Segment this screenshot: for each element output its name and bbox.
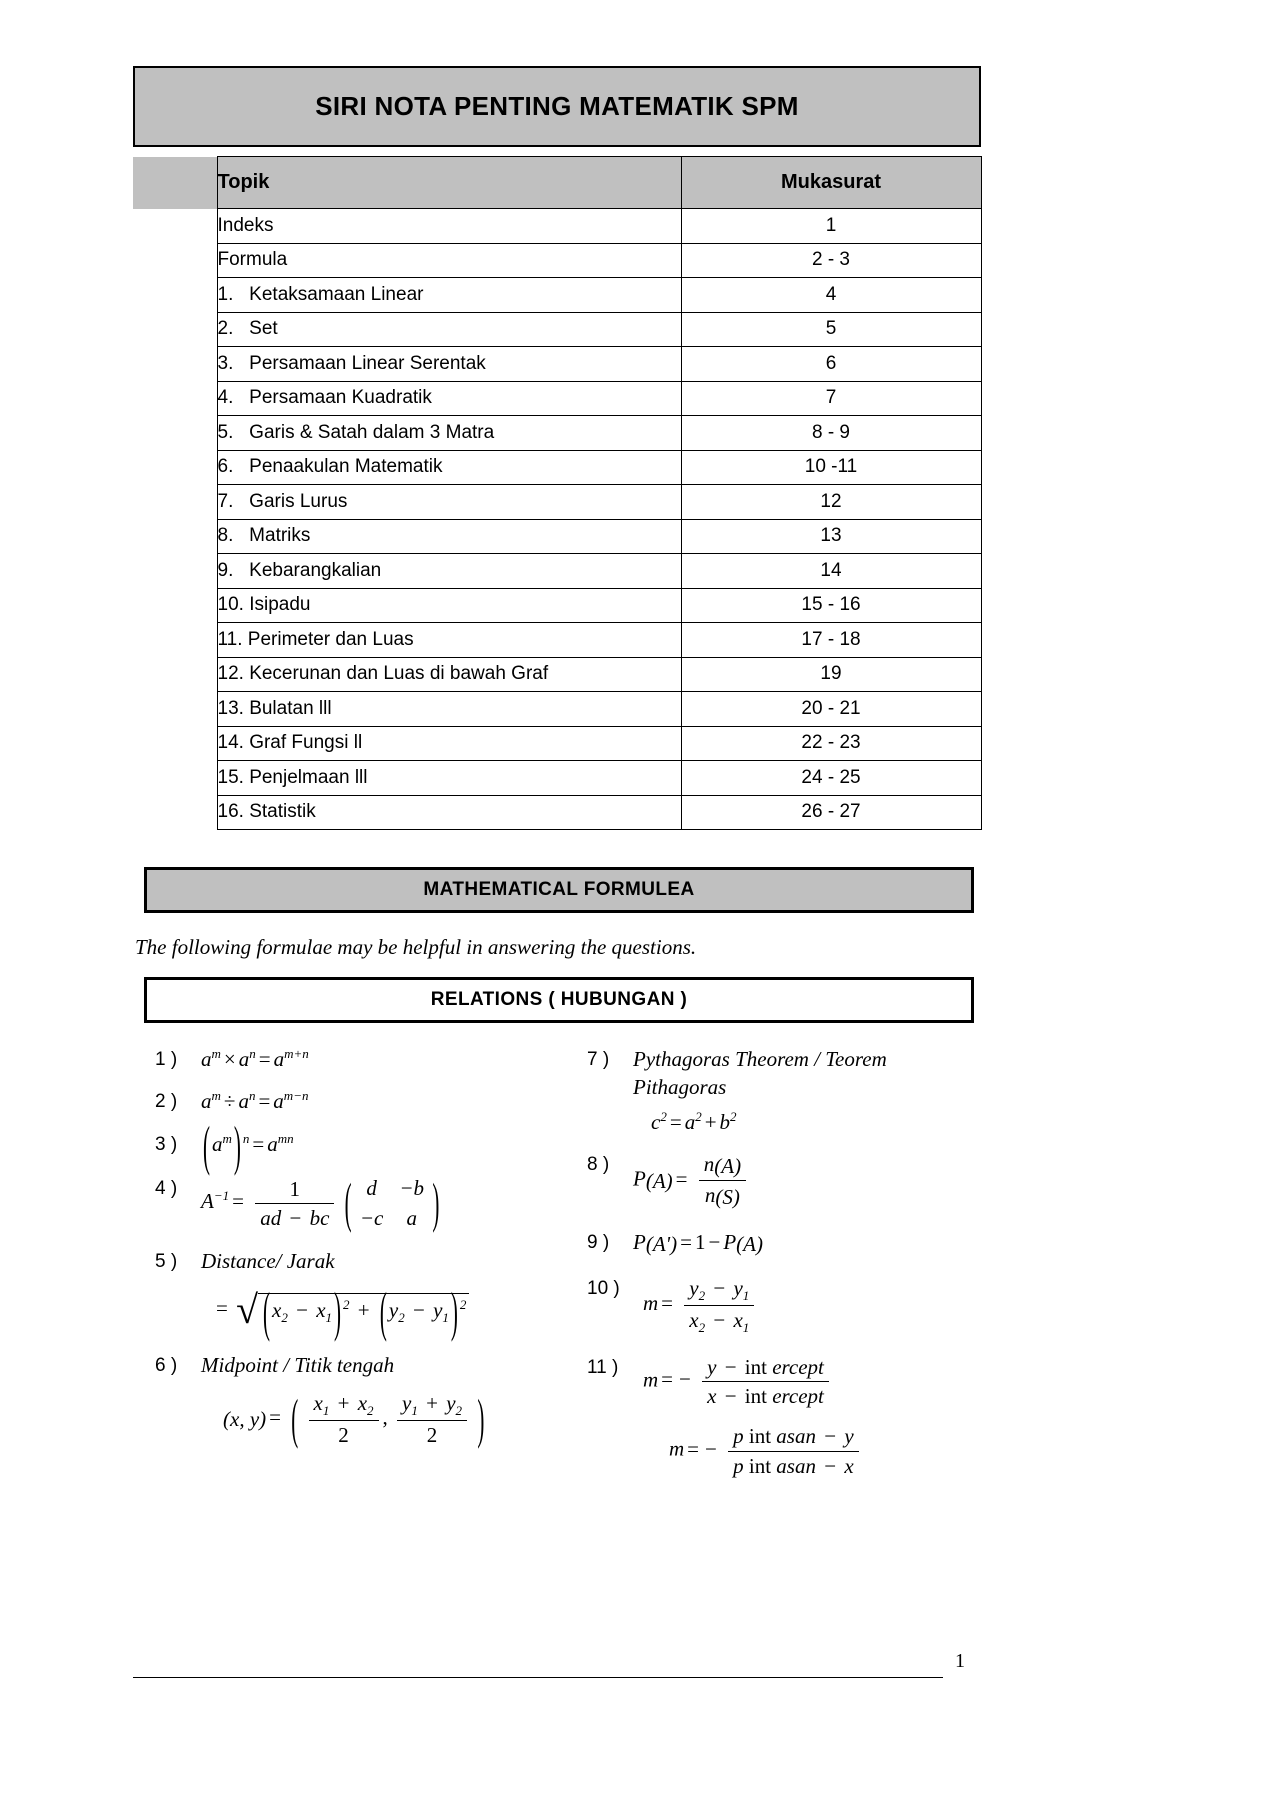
toc-row-spacer <box>133 623 217 658</box>
toc-row-spacer <box>133 795 217 830</box>
formula-item-3 <box>155 1114 557 1177</box>
toc-row-spacer <box>133 209 217 244</box>
table-row <box>133 795 981 830</box>
formula-item-9 <box>587 1228 981 1258</box>
toc-cell-topic: 14. Graf Fungsi ll <box>217 726 681 761</box>
formula-label-midpoint: Midpoint / Titik tengah <box>201 1352 395 1377</box>
toc-cell-page: 1 <box>681 209 981 244</box>
formula-item-6 <box>155 1351 557 1449</box>
toc-cell-topic: 3. Persamaan Linear Serentak <box>217 347 681 382</box>
formula-item-8 <box>587 1150 981 1212</box>
toc-cell-topic: 8. Matriks <box>217 519 681 554</box>
toc-spacer-header <box>133 157 217 209</box>
toc-cell-page: 15 - 16 <box>681 588 981 623</box>
toc-header-row <box>133 157 981 209</box>
formula-item-1 <box>155 1045 557 1073</box>
formula-item-4 <box>155 1171 557 1235</box>
toc-row-spacer <box>133 588 217 623</box>
relations-banner <box>144 977 974 1023</box>
formula-body-5: Distance/ Jarak = √ $(x_2 - x_1) ^2 + (y_2 - y_1)$ $^2$ <box>201 1247 469 1337</box>
table-row <box>133 692 981 727</box>
toc-cell-topic: 4. Persamaan Kuadratik <box>217 381 681 416</box>
formula-item-10 <box>587 1274 981 1337</box>
page-title: SIRI NOTA PENTING MATEMATIK SPM <box>315 91 799 121</box>
toc-cell-topic: Indeks <box>217 209 681 244</box>
formula-label-distance: Distance/ Jarak <box>201 1248 335 1273</box>
toc-header-topic-label: Topik <box>217 171 270 193</box>
toc-row-spacer <box>133 243 217 278</box>
formula-number-1: 1 ) <box>155 1049 178 1070</box>
formulea-intro-note: The following formulae may be helpful in answering the questions. <box>135 935 697 959</box>
toc-row-spacer <box>133 450 217 485</box>
toc-header-page-label: Mukasurat <box>780 171 882 193</box>
formula-number-8: 8 ) <box>587 1154 610 1176</box>
table-row <box>133 519 981 554</box>
formula-body-2: $a^m \div a^n = a^{m-n}$ <box>201 1088 309 1114</box>
toc-row-spacer <box>133 657 217 692</box>
table-row <box>133 623 981 658</box>
toc-row-spacer <box>133 278 217 313</box>
toc-cell-page: 19 <box>681 657 981 692</box>
table-row <box>133 588 981 623</box>
formula-column-left <box>133 1045 557 1494</box>
mathematical-formulea-banner <box>144 867 974 913</box>
table-row <box>133 312 981 347</box>
toc-cell-topic: Formula <box>217 243 681 278</box>
table-row <box>133 278 981 313</box>
footer-page-number: 1 <box>955 1650 965 1672</box>
formula-body-9: P(A') = 1 − P(A) <box>633 1229 763 1256</box>
formula-item-7 <box>587 1045 981 1136</box>
toc-cell-topic: 12. Kecerunan dan Luas di bawah Graf <box>217 657 681 692</box>
toc-row-spacer <box>133 726 217 761</box>
toc-header-page <box>681 157 981 209</box>
table-row <box>133 209 981 244</box>
footer-divider <box>133 1677 943 1678</box>
toc-cell-page: 13 <box>681 519 981 554</box>
toc-cell-topic: 9. Kebarangkalian <box>217 554 681 589</box>
toc-cell-topic: 2. Set <box>217 312 681 347</box>
toc-header-topic <box>217 157 681 209</box>
formula-body-11: m = − $\frac{\text{y − int ercept}}{\text{x − int ercept}}$ m = − $\frac{\text{p int asan − y}}{\text{p int asan − x}}$ <box>643 1353 862 1480</box>
toc-cell-page: 8 - 9 <box>681 416 981 451</box>
table-row <box>133 554 981 589</box>
page-content <box>133 66 981 1494</box>
formula-number-7: 7 ) <box>587 1049 610 1070</box>
toc-row-spacer <box>133 347 217 382</box>
table-row <box>133 657 981 692</box>
table-row <box>133 485 981 520</box>
formula-label-pythagoras-line2: Pithagoras <box>633 1075 727 1100</box>
formula-body-3: $(a^m) ^n = a^{mn}$ <box>203 1114 294 1177</box>
toc-row-spacer <box>133 519 217 554</box>
formula-number-5: 5 ) <box>155 1250 178 1272</box>
toc-cell-topic: 13. Bulatan lll <box>217 692 681 727</box>
toc-cell-page: 14 <box>681 554 981 589</box>
formula-column-right <box>557 1045 981 1494</box>
formula-body-6: Midpoint / Titik tengah (x, y) = ( $\frac{x_1 + x_2}{2}$ , $\frac{y_1 + y_2}{2}$ ) <box>201 1352 485 1451</box>
toc-cell-topic: 10. Isipadu <box>217 588 681 623</box>
toc-row-spacer <box>133 416 217 451</box>
toc-cell-topic: 6. Penaakulan Matematik <box>217 450 681 485</box>
table-row <box>133 381 981 416</box>
toc-cell-page: 22 - 23 <box>681 726 981 761</box>
formula-body-4: $A^{-1}$ = $\frac{1}{ad - bc}$ ( d −b −c a ) <box>201 1171 440 1235</box>
toc-cell-page: 2 - 3 <box>681 243 981 278</box>
toc-cell-page: 4 <box>681 278 981 313</box>
table-of-contents <box>133 156 982 830</box>
formula-number-6: 6 ) <box>155 1354 178 1376</box>
toc-row-spacer <box>133 761 217 796</box>
toc-row-spacer <box>133 692 217 727</box>
toc-cell-page: 26 - 27 <box>681 795 981 830</box>
table-row <box>133 761 981 796</box>
relations-banner-label: RELATIONS ( HUBUNGAN ) <box>430 989 688 1010</box>
toc-cell-page: 20 - 21 <box>681 692 981 727</box>
toc-cell-page: 12 <box>681 485 981 520</box>
formula-item-11 <box>587 1353 981 1480</box>
formula-number-3: 3 ) <box>155 1133 178 1155</box>
formula-area <box>133 1045 981 1494</box>
table-row <box>133 450 981 485</box>
formula-number-11: 11 ) <box>587 1356 619 1378</box>
formula-body-10: m = $\frac{y_2 - y_1}{x_2 - x_1}$ <box>643 1274 757 1337</box>
toc-cell-page: 7 <box>681 381 981 416</box>
toc-cell-page: 10 -11 <box>681 450 981 485</box>
formula-body-7: Pythagoras Theorem / Teorem Pithagoras $c^2 = a^2 + b^2$ <box>633 1047 887 1134</box>
toc-cell-topic: 1. Ketaksamaan Linear <box>217 278 681 313</box>
toc-cell-page: 5 <box>681 312 981 347</box>
formula-body-1: $a^m \times a^n = a^{m+n}$ <box>201 1046 309 1071</box>
table-row <box>133 726 981 761</box>
table-row <box>133 347 981 382</box>
toc-cell-topic: 15. Penjelmaan lll <box>217 761 681 796</box>
formulea-banner-label: MATHEMATICAL FORMULEA <box>423 879 695 900</box>
formula-number-9: 9 ) <box>587 1231 610 1253</box>
formula-number-2: 2 ) <box>155 1091 178 1113</box>
toc-cell-page: 17 - 18 <box>681 623 981 658</box>
formula-item-2 <box>155 1087 557 1115</box>
toc-body <box>133 209 981 830</box>
toc-cell-page: 6 <box>681 347 981 382</box>
formula-body-8: P(A) = $\frac{n(A)}{n(S)}$ <box>633 1150 749 1212</box>
toc-row-spacer <box>133 381 217 416</box>
formula-number-10: 10 ) <box>587 1278 620 1300</box>
toc-cell-page: 24 - 25 <box>681 761 981 796</box>
toc-row-spacer <box>133 554 217 589</box>
formula-label-pythagoras-line1: Pythagoras Theorem / Teorem <box>633 1047 887 1071</box>
formula-number-4: 4 ) <box>155 1178 178 1200</box>
toc-cell-topic: 5. Garis & Satah dalam 3 Matra <box>217 416 681 451</box>
toc-row-spacer <box>133 312 217 347</box>
table-row <box>133 416 981 451</box>
toc-cell-topic: 16. Statistik <box>217 795 681 830</box>
toc-row-spacer <box>133 485 217 520</box>
document-title-banner <box>133 66 981 147</box>
toc-cell-topic: 11. Perimeter dan Luas <box>217 623 681 658</box>
toc-cell-topic: 7. Garis Lurus <box>217 485 681 520</box>
formula-item-5 <box>155 1247 557 1343</box>
table-row <box>133 243 981 278</box>
